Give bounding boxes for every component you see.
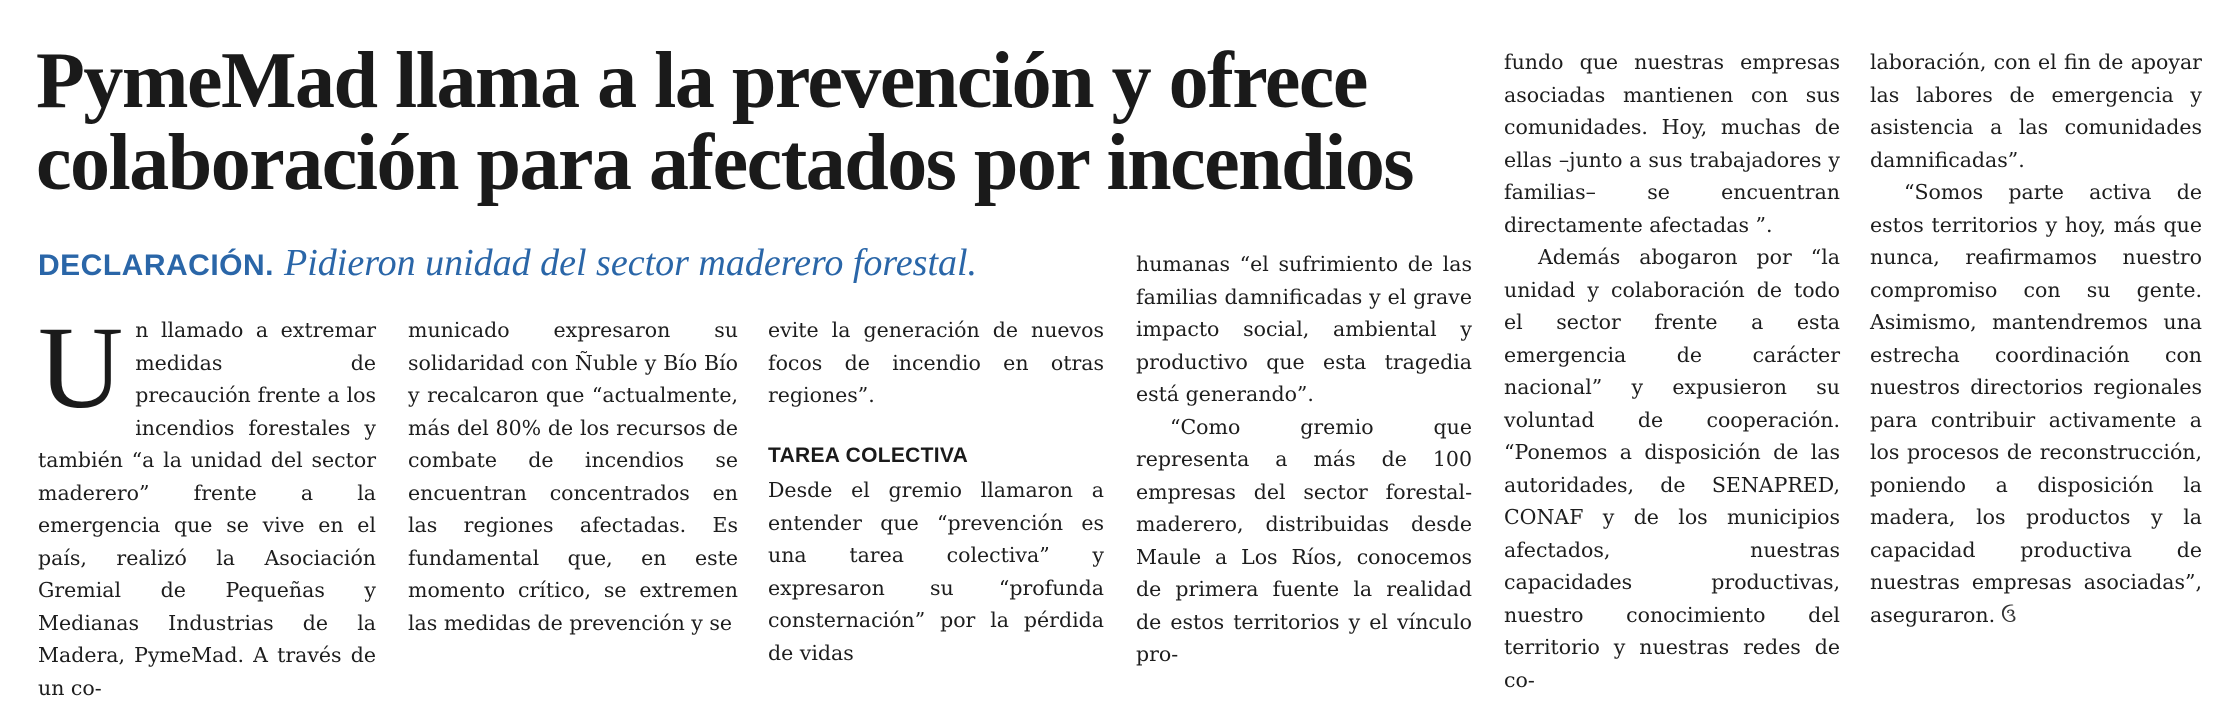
section-kicker: DECLARACIÓN.: [38, 249, 274, 282]
article-column-4: [1136, 248, 1472, 671]
subtitle: Pidieron unidad del sector maderero forestal.: [284, 242, 978, 284]
drop-cap: U: [38, 302, 124, 433]
headline-line-2: colaboración para afectados por incendios: [36, 119, 1414, 207]
paragraph: “Como gremio que representa a más de 100 empresas del sector forestal-maderero, distribuidas desde Maule a Los Ríos, conocemos de primera fuente la realidad de estos territorios y el vínculo pro-: [1136, 414, 1472, 666]
paragraph: laboración, con el fin de apoyar las labores de emergencia y asistencia a las comunidades damnificadas”.: [1870, 50, 2202, 172]
paragraph-final: [1870, 176, 2202, 631]
paragraph: Además abogaron por “la unidad y colaboración de todo el sector frente a esta emergencia de carácter nacional” y expusieron su voluntad de cooperación. “Ponemos a disposición de las autoridades, de SENAPRED, CONAF y de los municipios afectados, nuestras capacidades productivas, nuestro conocimiento del territorio y nuestras redes de co-: [1504, 245, 1840, 692]
paragraph: humanas “el sufrimiento de las familias damnificadas y el grave impacto social, ambiental y productivo que esta tragedia está generando”.: [1136, 252, 1472, 406]
article-column-6: [1870, 46, 2202, 631]
end-mark-icon: ઉ: [2001, 602, 2017, 627]
article-column-1: [38, 302, 376, 704]
article-column-3: [768, 314, 1104, 669]
paragraph: municado expresaron su solidaridad con Ñuble y Bío Bío y recalcaron que “actualmente, más del 80% de los recursos de combate de incendios se encuentran concentrados en las regiones afectadas. Es fundamental que, en este momento crítico, se extremen las medidas de prevención y se: [408, 318, 738, 635]
paragraph-text: “Somos parte activa de estos territorios y hoy, más que nunca, reafirmamos nuestro compromiso con su gente. Asimismo, mantendremos una estrecha coordinación con nuestros directorios regionales para contribuir activamente a los procesos de reconstrucción, poniendo a disposición la madera, los productos y la capacidad productiva de nuestras empresas asociadas”, aseguraron.: [1870, 180, 2202, 627]
headline: [36, 37, 1446, 207]
paragraph: fundo que nuestras empresas asociadas mantienen con sus comunidades. Hoy, muchas de ellas –junto a sus trabajadores y familias– se encuentran directamente afectadas ”.: [1504, 50, 1840, 237]
article-column-2: [408, 314, 738, 639]
paragraph: Desde el gremio llamaron a entender que “prevención es una tarea colectiva” y expresaron su “profunda consternación” por la pérdida de vidas: [768, 478, 1104, 665]
headline-line-1: PymeMad llama a la prevención y ofrece: [36, 37, 1367, 125]
paragraph: n llamado a extremar medidas de precaución frente a los incendios forestales y también “a la unidad del sector maderero” frente a la emergencia que se vive en el país, realizó la Asociación Gremial de Pequeñas y Medianas Industrias de la Madera, PymeMad. A través de un co-: [38, 318, 376, 700]
paragraph: evite la generación de nuevos focos de incendio en otras regiones”.: [768, 318, 1104, 407]
deck: [38, 240, 1138, 285]
article-column-5: [1504, 46, 1840, 696]
section-subheading: TAREA COLECTIVA: [768, 443, 969, 467]
